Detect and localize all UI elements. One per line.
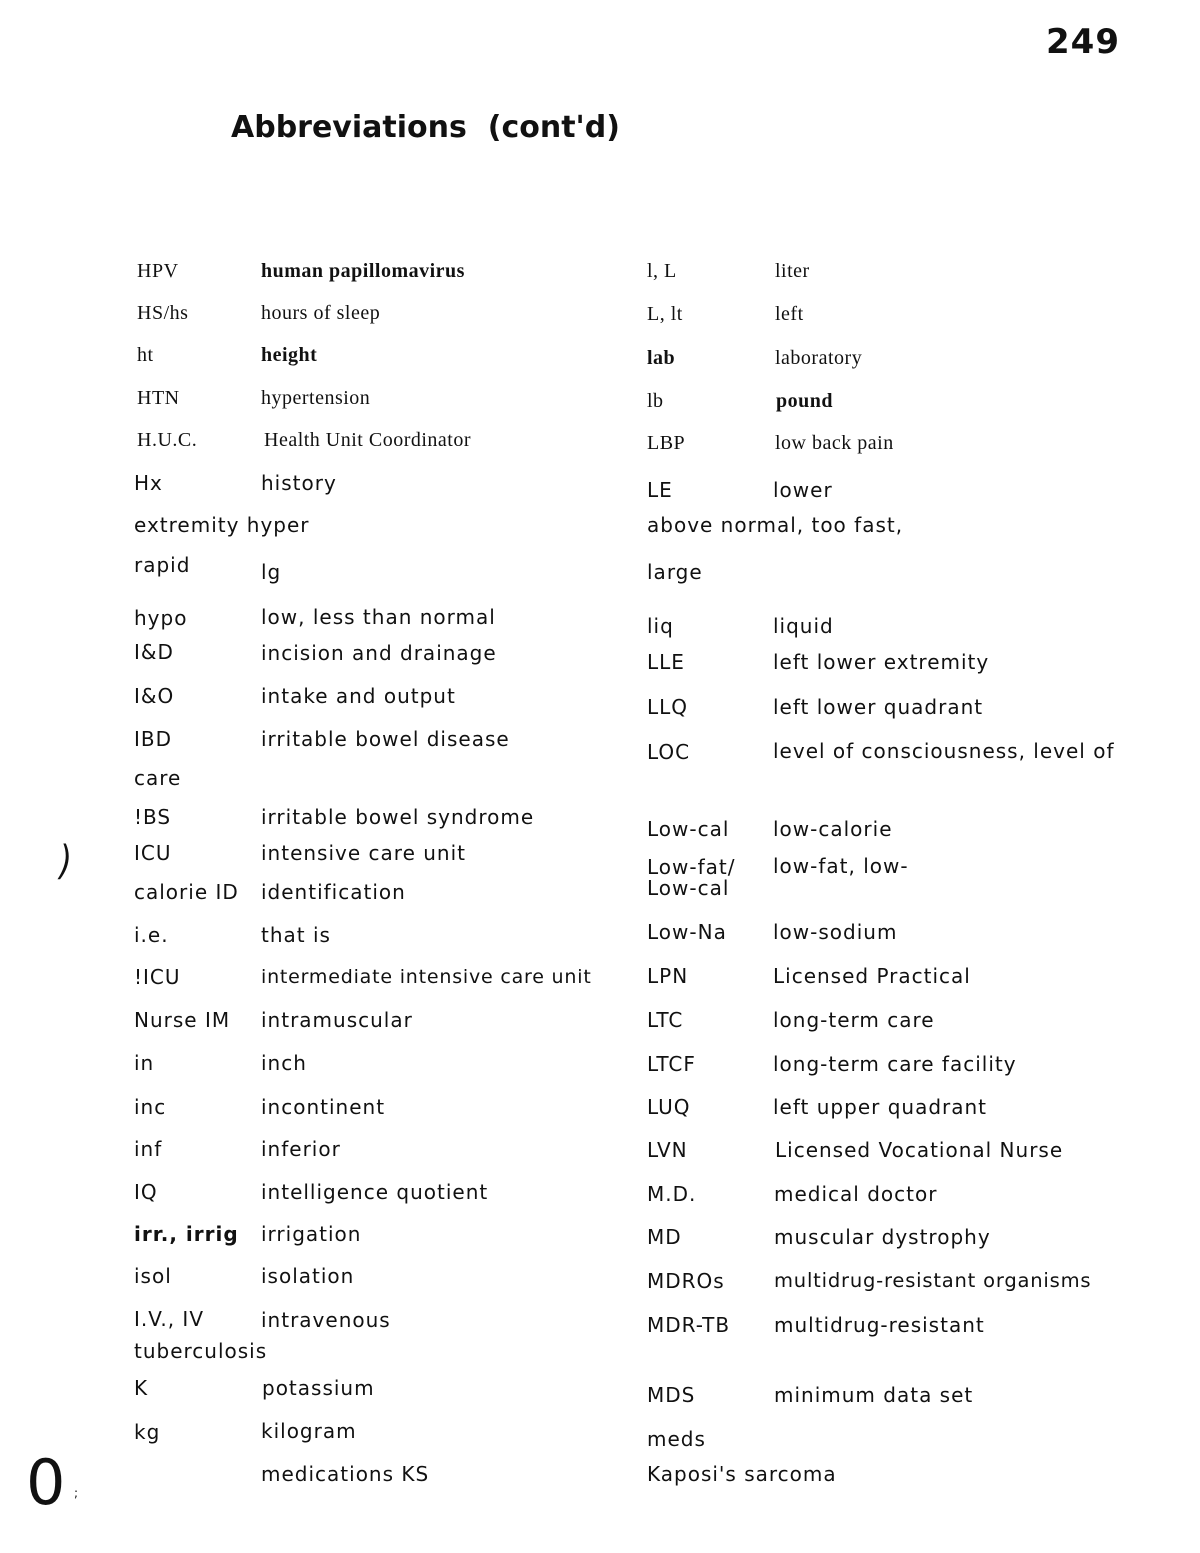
meaning: low, less than normal: [261, 605, 496, 629]
meaning: Licensed Vocational Nurse: [775, 1138, 1064, 1162]
meaning: identification: [261, 880, 406, 904]
abbr: L, lt: [647, 303, 683, 325]
meaning: human papillomavirus: [261, 260, 465, 282]
abbr: extremity hyper: [134, 513, 310, 537]
abbr: MDR-TB: [647, 1313, 731, 1337]
abbr: hypo: [134, 606, 188, 630]
meaning: lg: [261, 560, 282, 584]
abbr: Low-cal: [647, 876, 730, 900]
abbr: LTC: [647, 1008, 684, 1032]
meaning: irritable bowel disease: [261, 727, 510, 751]
meaning: long-term care facility: [773, 1052, 1017, 1076]
abbr: inf: [134, 1137, 163, 1161]
meaning: intravenous: [261, 1308, 391, 1332]
meaning: kilogram: [261, 1419, 357, 1443]
abbr: irr., irrig: [134, 1222, 239, 1246]
meaning: intramuscular: [261, 1008, 413, 1032]
abbr: LLQ: [647, 695, 689, 719]
abbr: ht: [137, 344, 154, 366]
meaning: intake and output: [261, 684, 456, 708]
abbr: HPV: [137, 260, 179, 282]
meaning: potassium: [262, 1376, 375, 1400]
abbr: Kaposi's sarcoma: [647, 1462, 837, 1486]
abbr: H.U.C.: [137, 429, 198, 451]
meaning: liquid: [773, 614, 834, 638]
meaning: height: [261, 344, 318, 366]
abbr: IQ: [134, 1180, 158, 1204]
abbr: Low-fat/: [647, 855, 736, 879]
meaning: irritable bowel syndrome: [261, 805, 535, 829]
meaning: irrigation: [261, 1222, 362, 1246]
abbr: kg: [134, 1420, 161, 1444]
meaning: inferior: [261, 1137, 341, 1161]
meaning: multidrug-resistant organisms: [774, 1269, 1092, 1292]
abbr: l, L: [647, 260, 677, 282]
abbr: I&D: [134, 640, 174, 664]
margin-zero-mark: 0: [26, 1446, 66, 1519]
meaning: intelligence quotient: [261, 1180, 489, 1204]
abbr: LPN: [647, 964, 689, 988]
meaning: Licensed Practical: [773, 964, 971, 988]
meaning: long-term care: [773, 1008, 935, 1032]
abbr: rapid: [134, 553, 191, 577]
abbr: LLE: [647, 650, 685, 674]
meaning: history: [261, 471, 337, 495]
abbr: ICU: [134, 841, 172, 865]
meaning: medical doctor: [774, 1182, 938, 1206]
meaning: pound: [776, 390, 833, 412]
meaning: level of consciousness, level of: [773, 739, 1115, 763]
meaning: incision and drainage: [261, 641, 497, 665]
meaning: multidrug-resistant: [774, 1313, 985, 1337]
abbr: LE: [647, 478, 673, 502]
meaning: muscular dystrophy: [774, 1225, 991, 1249]
abbr: i.e.: [134, 923, 169, 947]
abbr: HS/hs: [137, 302, 189, 324]
meaning: inch: [261, 1051, 307, 1075]
meaning: Health Unit Coordinator: [264, 429, 472, 451]
meaning: left: [775, 303, 804, 325]
abbr: !ICU: [134, 965, 181, 989]
abbr: LUQ: [647, 1095, 691, 1119]
abbr: IBD: [134, 727, 173, 751]
abbr: Nurse IM: [134, 1008, 231, 1032]
abbr: I.V., IV: [134, 1307, 205, 1331]
abbr: large: [647, 560, 703, 584]
abbr: !BS: [134, 805, 172, 829]
meaning: laboratory: [775, 347, 863, 369]
abbr: tuberculosis: [134, 1339, 268, 1363]
abbr: Hx: [134, 471, 163, 495]
abbr: calorie ID: [134, 880, 239, 904]
abbr: above normal, too fast,: [647, 513, 904, 537]
abbr: lb: [647, 390, 664, 412]
meaning: intensive care unit: [261, 841, 466, 865]
meaning: low-sodium: [773, 920, 898, 944]
abbr: Low-cal: [647, 817, 730, 841]
meaning: low back pain: [775, 432, 894, 454]
meaning: hours of sleep: [261, 302, 381, 324]
meaning: minimum data set: [774, 1383, 974, 1407]
meaning: isolation: [261, 1264, 355, 1288]
meaning: incontinent: [261, 1095, 386, 1119]
abbr: care: [134, 766, 182, 790]
abbr: HTN: [137, 387, 180, 409]
abbr: Low-Na: [647, 920, 727, 944]
abbr: M.D.: [647, 1182, 697, 1206]
abbr: inc: [134, 1095, 167, 1119]
meaning: low-fat, low-: [773, 854, 909, 878]
abbr: K: [134, 1376, 149, 1400]
abbr: LTCF: [647, 1052, 696, 1076]
abbr: MD: [647, 1225, 682, 1249]
abbr: liq: [647, 614, 674, 638]
page-number: 249: [1046, 22, 1120, 62]
meaning: low-calorie: [773, 817, 893, 841]
meaning: liter: [775, 260, 810, 282]
abbr: I&O: [134, 684, 175, 708]
abbr: meds: [647, 1427, 706, 1451]
abbr: LVN: [647, 1138, 688, 1162]
meaning: lower: [773, 478, 833, 502]
meaning: hypertension: [261, 387, 371, 409]
meaning: left upper quadrant: [773, 1095, 988, 1119]
abbr: LOC: [647, 740, 691, 764]
abbr: MDROs: [647, 1269, 725, 1293]
meaning: left lower quadrant: [773, 695, 984, 719]
margin-paren-mark: ): [59, 838, 73, 884]
meaning: medications KS: [261, 1462, 430, 1486]
meaning: that is: [261, 923, 331, 947]
abbr: MDS: [647, 1383, 696, 1407]
abbr: isol: [134, 1264, 172, 1288]
abbr: lab: [647, 347, 676, 369]
meaning: left lower extremity: [773, 650, 990, 674]
meaning: intermediate intensive care unit: [261, 966, 592, 988]
margin-dot-mark: ;: [74, 1486, 79, 1500]
page-title: Abbreviations (cont'd): [231, 110, 620, 145]
abbr: in: [134, 1051, 155, 1075]
abbr: LBP: [647, 432, 686, 454]
